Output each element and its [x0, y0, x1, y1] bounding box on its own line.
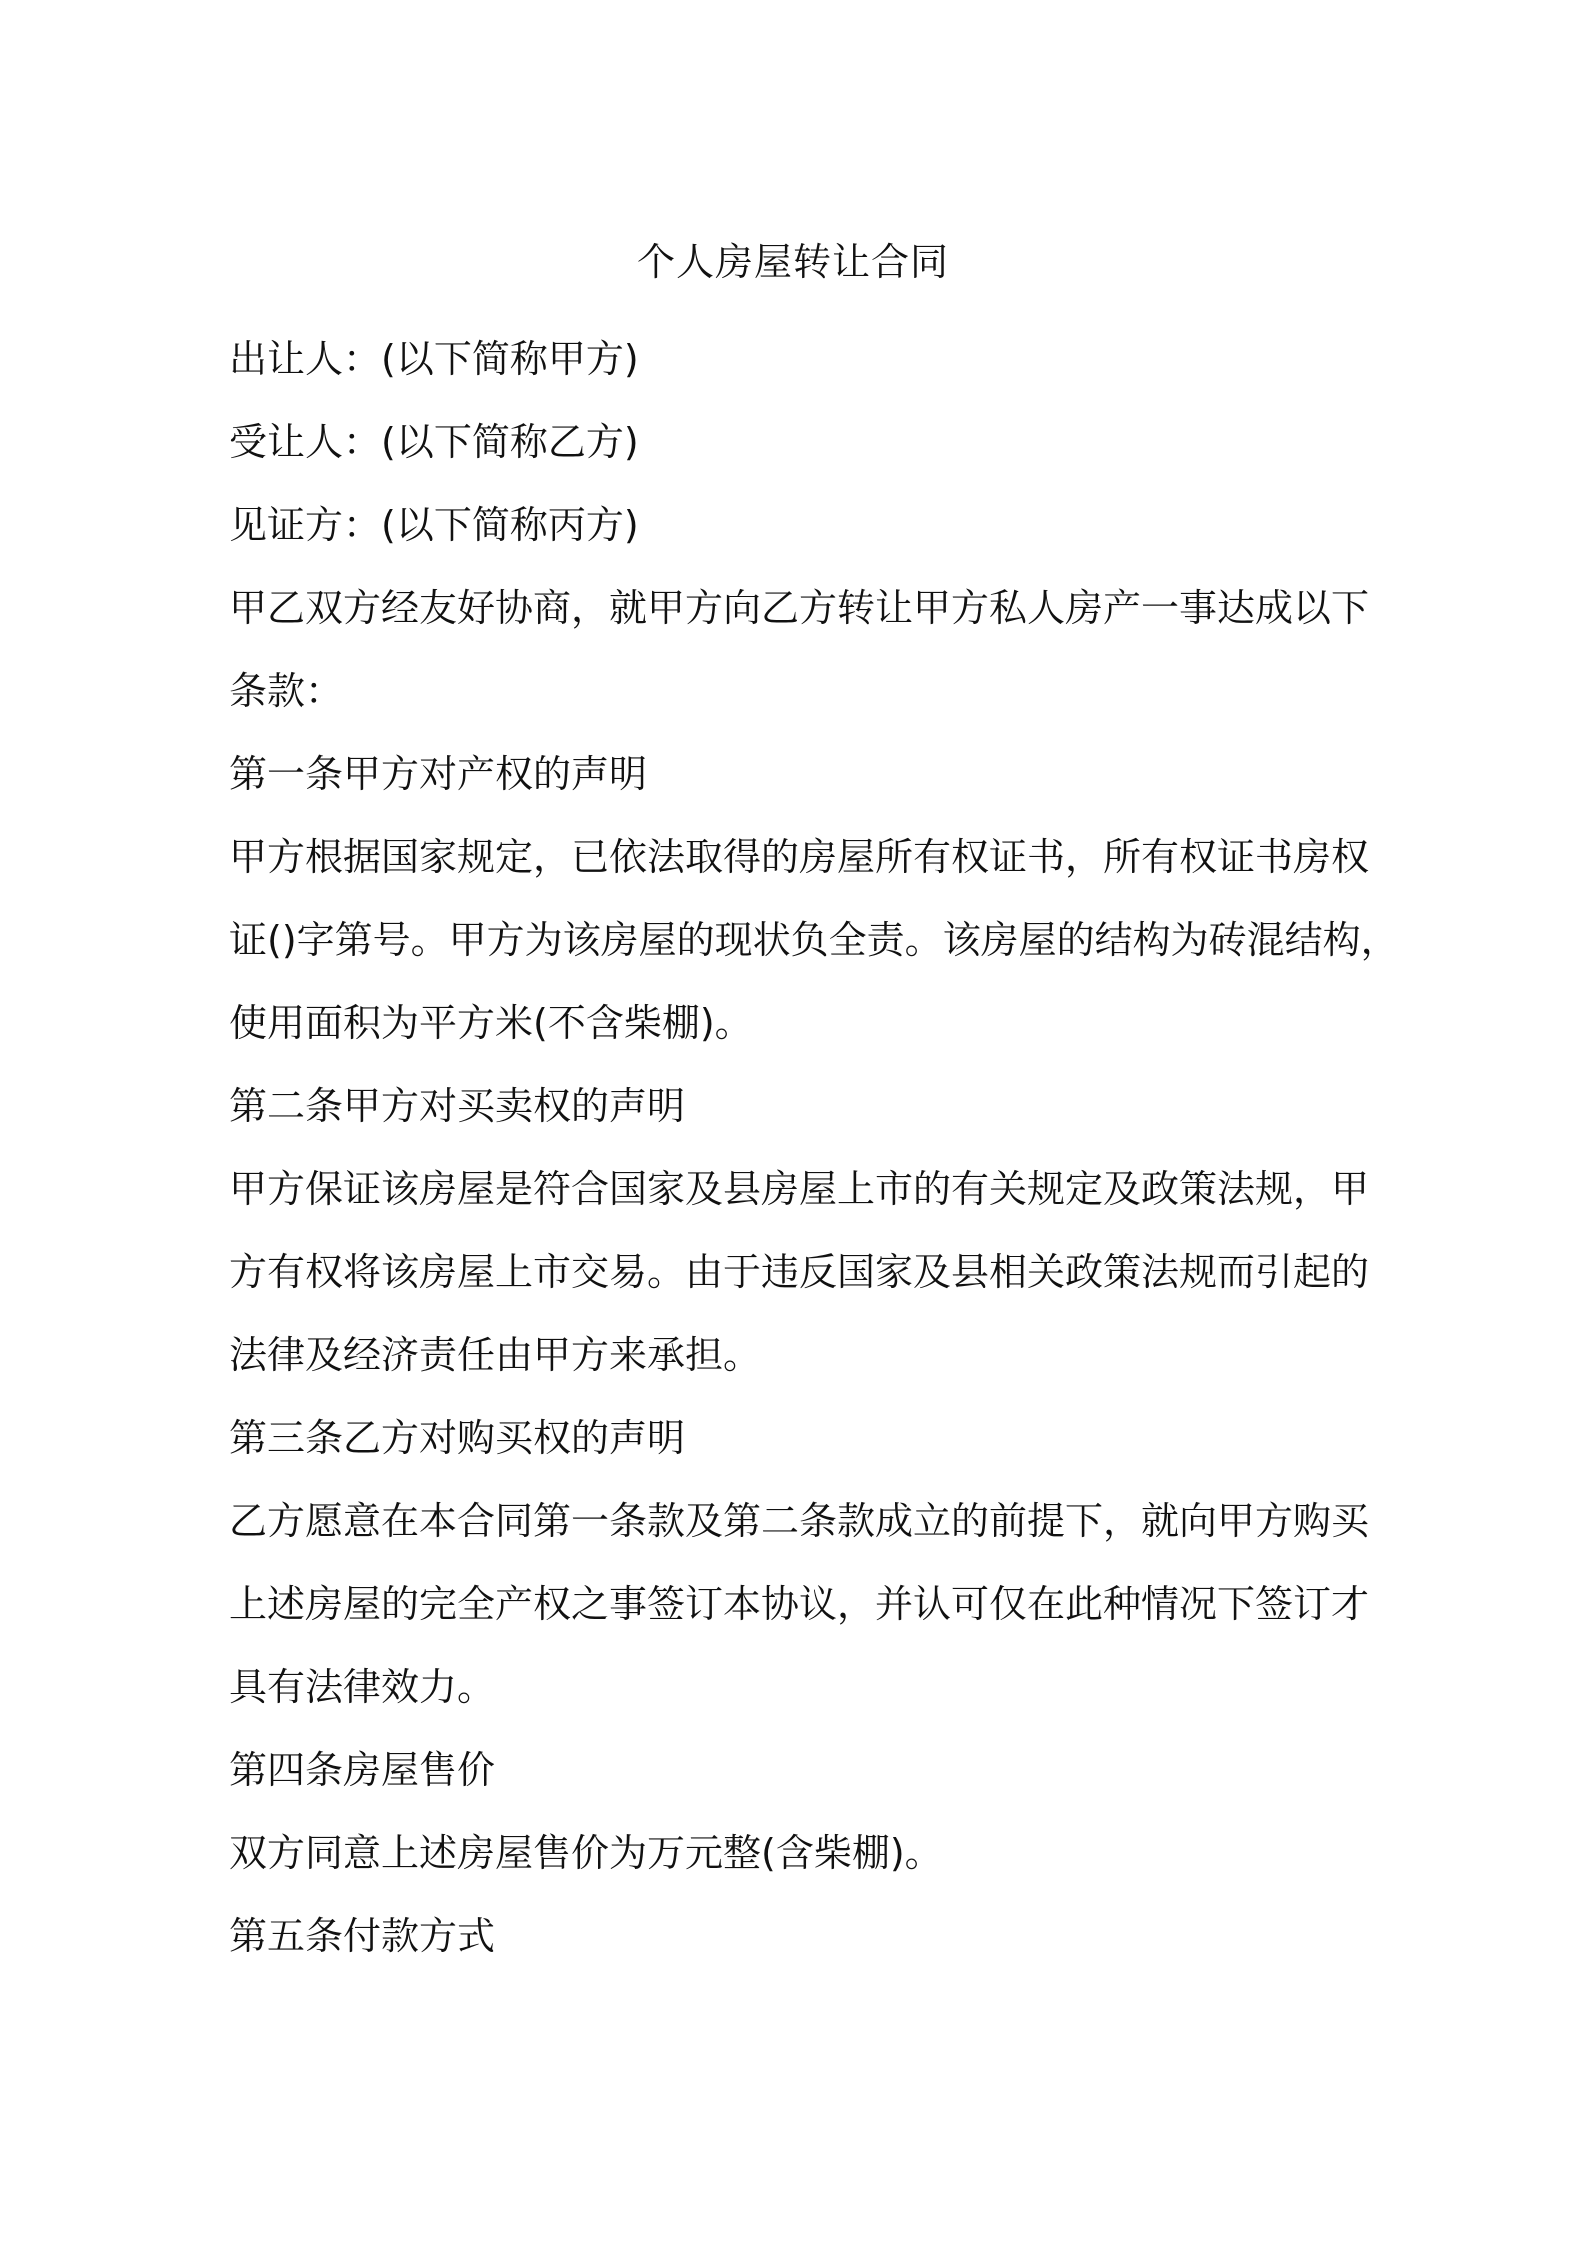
article3-line-3: 具有法律效力。 — [229, 1665, 496, 1709]
article3-heading: 第三条乙方对购买权的声明 — [229, 1416, 686, 1460]
article3-line-2: 上述房屋的完全产权之事签订本协议，并认可仅在此种情况下签订才 — [229, 1582, 1370, 1626]
article1-line-1: 甲方根据国家规定，已依法取得的房屋所有权证书，所有权证书房权 — [229, 835, 1370, 879]
intro-line-1: 甲乙双方经友好协商，就甲方向乙方转让甲方私人房产一事达成以下 — [229, 586, 1370, 630]
document-title: 个人房屋转让合同 — [636, 240, 949, 284]
intro-line-2: 条款： — [229, 669, 344, 713]
buyer-line: 受让人：(以下简称乙方) — [229, 420, 639, 464]
document-body — [229, 318, 1399, 1978]
article1-line-3: 使用面积为平方米(不含柴棚)。 — [229, 1001, 753, 1045]
article2-heading: 第二条甲方对买卖权的声明 — [229, 1084, 686, 1128]
article2-line-2: 方有权将该房屋上市交易。由于违反国家及县相关政策法规而引起的 — [229, 1250, 1370, 1294]
article1-line-2: 证()字第号。甲方为该房屋的现状负全责。该房屋的结构为砖混结构， — [229, 918, 1399, 962]
article4-heading: 第四条房屋售价 — [229, 1748, 496, 1792]
article2-line-3: 法律及经济责任由甲方来承担。 — [229, 1333, 762, 1377]
article2-line-1: 甲方保证该房屋是符合国家及县房屋上市的有关规定及政策法规，甲 — [229, 1167, 1370, 1211]
witness-line: 见证方：(以下简称丙方) — [229, 503, 639, 547]
article5-heading: 第五条付款方式 — [229, 1914, 496, 1958]
article4-line-1: 双方同意上述房屋售价为万元整(含柴棚)。 — [229, 1831, 943, 1875]
seller-line: 出让人：(以下简称甲方) — [229, 337, 639, 381]
article3-line-1: 乙方愿意在本合同第一条款及第二条款成立的前提下，就向甲方购买 — [229, 1499, 1370, 1543]
article1-heading: 第一条甲方对产权的声明 — [229, 752, 648, 796]
